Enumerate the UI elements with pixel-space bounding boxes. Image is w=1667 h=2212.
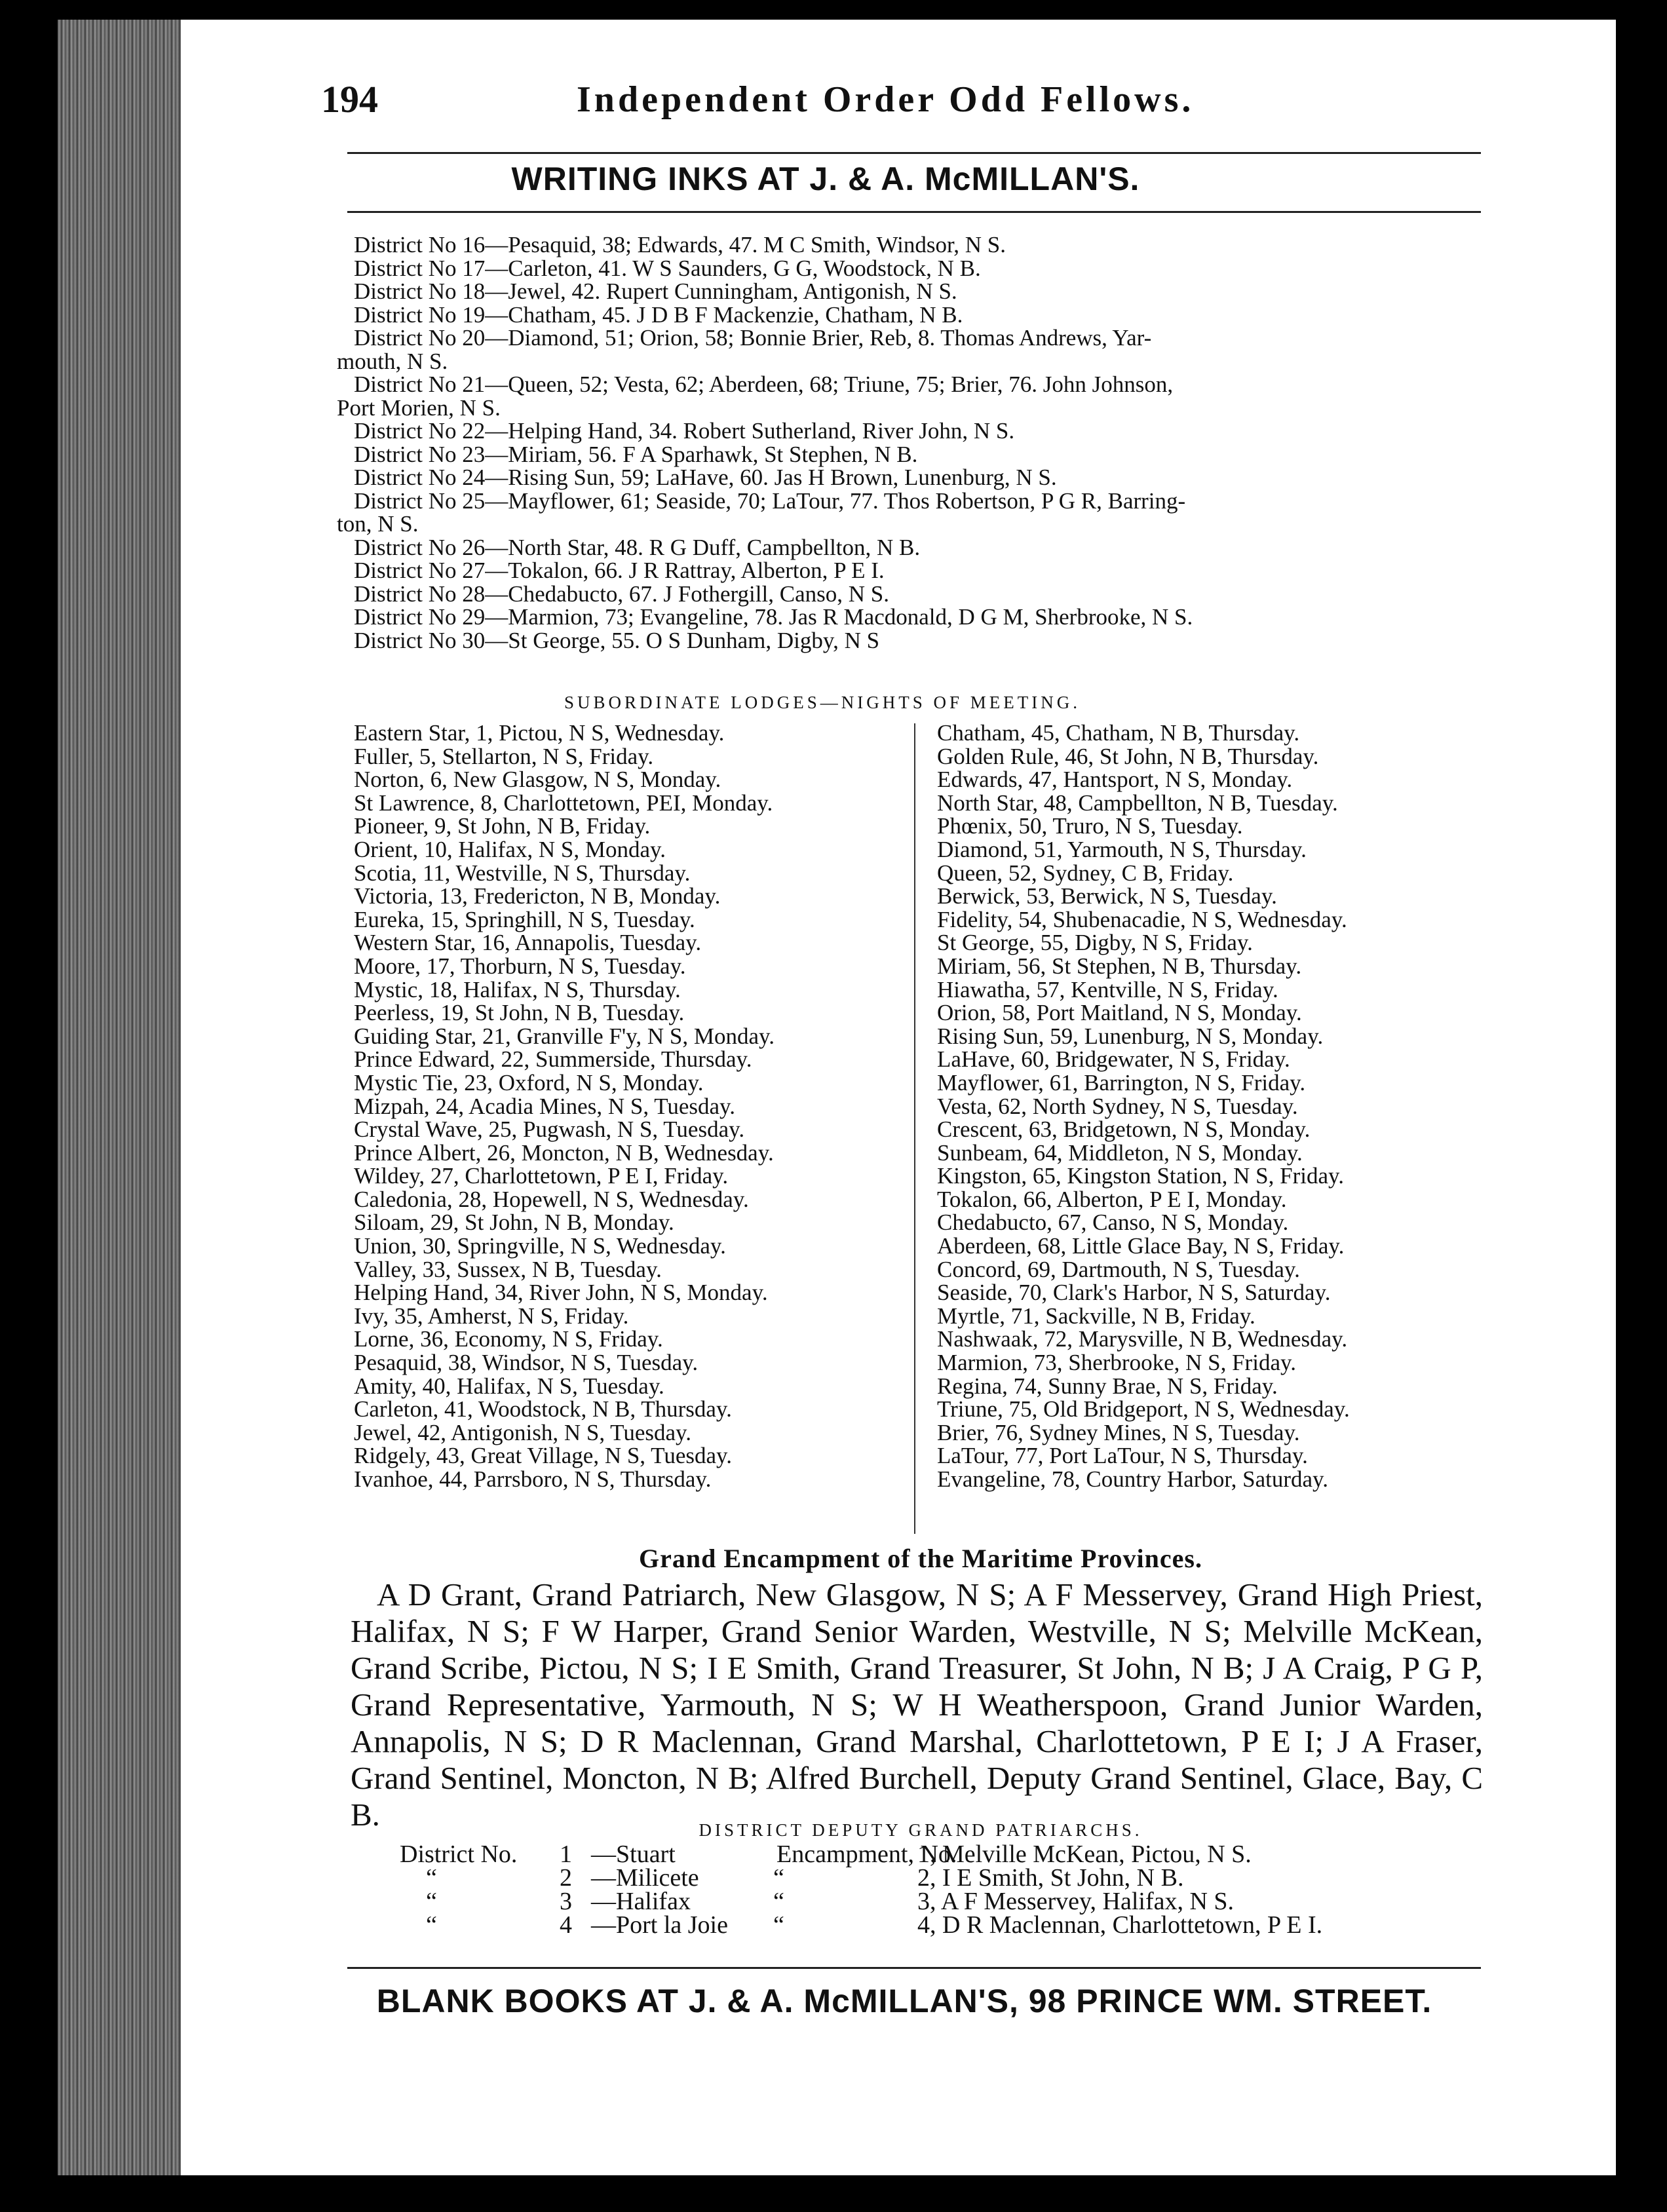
lodge-entry: Amity, 40, Halifax, N S, Tuesday. xyxy=(354,1373,664,1399)
top-advertisement-banner: WRITING INKS AT J. & A. McMILLAN'S. xyxy=(511,161,1140,197)
lodge-entry: St Lawrence, 8, Charlottetown, PEI, Monday. xyxy=(354,790,773,816)
book-page-edges xyxy=(58,20,182,2175)
district-name: —Halifax xyxy=(591,1888,691,1915)
lodge-entry: Aberdeen, 68, Little Glace Bay, N S, Friday. xyxy=(937,1233,1345,1259)
lodge-entry: Guiding Star, 21, Granville F'y, N S, Monday. xyxy=(354,1023,775,1049)
lodge-entry: Mystic Tie, 23, Oxford, N S, Monday. xyxy=(354,1069,704,1096)
lodge-entry: Siloam, 29, St John, N B, Monday. xyxy=(354,1210,674,1236)
district-line: District No 27—Tokalon, 66. J R Rattray, Alberton, P E I. xyxy=(354,558,885,583)
lodge-entry: Eastern Star, 1, Pictou, N S, Wednesday. xyxy=(354,720,725,746)
lodge-entry: LaHave, 60, Bridgewater, N S, Friday. xyxy=(937,1046,1290,1073)
lodge-entry: Pesaquid, 38, Windsor, N S, Tuesday. xyxy=(354,1350,699,1376)
lodge-entry: Myrtle, 71, Sackville, N B, Friday. xyxy=(937,1303,1255,1329)
lodge-entry: Ivy, 35, Amherst, N S, Friday. xyxy=(354,1303,629,1329)
patriarch-entry: 4, D R Maclennan, Charlottetown, P E I. xyxy=(917,1911,1323,1939)
lodge-entry: Prince Edward, 22, Summerside, Thursday. xyxy=(354,1046,752,1073)
ditto-mark: “ xyxy=(426,1888,437,1915)
lodge-entry: Kingston, 65, Kingston Station, N S, Friday. xyxy=(937,1163,1344,1189)
lodge-entry: Phœnix, 50, Truro, N S, Tuesday. xyxy=(937,813,1243,839)
ditto-mark: “ xyxy=(426,1911,437,1939)
lodge-entry: Vesta, 62, North Sydney, N S, Tuesday. xyxy=(937,1093,1298,1119)
lodge-entry: Valley, 33, Sussex, N B, Tuesday. xyxy=(354,1256,662,1282)
district-line: District No 16—Pesaquid, 38; Edwards, 47. M C Smith, Windsor, N S. xyxy=(354,232,1006,257)
ditto-mark: “ xyxy=(773,1888,784,1915)
lodge-entry: Carleton, 41, Woodstock, N B, Thursday. xyxy=(354,1396,732,1422)
ditto-mark: “ xyxy=(773,1864,784,1892)
district-number: 2 xyxy=(560,1864,572,1892)
district-list xyxy=(337,232,1481,653)
lodge-entry: Golden Rule, 46, St John, N B, Thursday. xyxy=(937,743,1319,769)
lodges-right-column xyxy=(937,721,1487,1491)
lodge-entry: Diamond, 51, Yarmouth, N S, Thursday. xyxy=(937,836,1307,862)
lodge-entry: Orient, 10, Halifax, N S, Monday. xyxy=(354,836,666,862)
lodge-entry: Prince Albert, 26, Moncton, N B, Wednesday. xyxy=(354,1139,774,1166)
encampment-label: Encampment, No. xyxy=(776,1840,957,1868)
ditto-mark: “ xyxy=(773,1911,784,1939)
district-line: District No 18—Jewel, 42. Rupert Cunningham, Antigonish, N S. xyxy=(354,278,957,304)
lodge-entry: Tokalon, 66, Alberton, P E I, Monday. xyxy=(937,1186,1287,1212)
district-line: District No 25—Mayflower, 61; Seaside, 70; LaTour, 77. Thos Robertson, P G R, Barring- xyxy=(354,487,1186,514)
lodge-entry: LaTour, 77, Port LaTour, N S, Thursday. xyxy=(937,1443,1308,1469)
lodge-entry: Norton, 6, New Glasgow, N S, Monday. xyxy=(354,767,721,793)
grand-encampment-heading: Grand Encampment of the Maritime Provinces. xyxy=(639,1544,1202,1573)
lodge-entry: Mystic, 18, Halifax, N S, Thursday. xyxy=(354,976,681,1002)
district-line-continuation: Port Morien, N S. xyxy=(337,394,501,421)
lodge-entry: Western Star, 16, Annapolis, Tuesday. xyxy=(354,930,702,956)
lodge-entry: Lorne, 36, Economy, N S, Friday. xyxy=(354,1326,663,1352)
lodge-entry: Marmion, 73, Sherbrooke, N S, Friday. xyxy=(937,1350,1296,1376)
lodge-entry: Sunbeam, 64, Middleton, N S, Monday. xyxy=(937,1139,1303,1166)
footer-rule xyxy=(347,1967,1481,1969)
district-line: District No 22—Helping Hand, 34. Robert Sutherland, River John, N S. xyxy=(354,418,1015,444)
lodge-entry: Mayflower, 61, Barrington, N S, Friday. xyxy=(937,1069,1306,1096)
district-line: District No 24—Rising Sun, 59; LaHave, 60. Jas H Brown, Lunenburg, N S. xyxy=(354,465,1057,490)
running-head: Independent Order Odd Fellows. xyxy=(577,79,1195,120)
district-number: 4 xyxy=(560,1911,572,1939)
district-line-continuation: ton, N S. xyxy=(337,511,419,537)
patriarch-entry: 2, I E Smith, St John, N B. xyxy=(917,1864,1184,1892)
header-rule-top xyxy=(347,152,1481,154)
column-divider xyxy=(914,723,915,1534)
lodge-entry: Regina, 74, Sunny Brae, N S, Friday. xyxy=(937,1373,1278,1399)
district-line: District No 17—Carleton, 41. W S Saunders, G G, Woodstock, N B. xyxy=(354,255,981,281)
bottom-advertisement-banner: BLANK BOOKS AT J. & A. McMILLAN'S, 98 PRINCE WM. STREET. xyxy=(376,1983,1432,2019)
lodge-entry: Fidelity, 54, Shubenacadie, N S, Wednesday. xyxy=(937,906,1347,932)
subordinate-lodges-heading: SUBORDINATE LODGES—NIGHTS OF MEETING. xyxy=(564,693,1081,712)
patriarch-entry: 1, Melville McKean, Pictou, N S. xyxy=(917,1840,1252,1868)
grand-encampment-officers: A D Grant, Grand Patriarch, New Glasgow, N S; A F Messervey, Grand High Priest, Halifax, N S; F W Harper, Grand Senior Warden, Westville, N S; Melville McKean, Grand Scribe, Pictou, N S; I E Smith, Grand Treasurer, St John, N B; J A Craig, P G P, Grand Representative, Yarmouth, N S; W H Weatherspoon, Grand Junior Warden, Annapolis, N S; D R Maclennan, Grand Marshal, Charlottetown, P E I; J A Fraser, Grand Sentinel, Moncton, N B; Alfred Burchell, Deputy Grand Sentinel, Glace, Bay, C B. xyxy=(351,1576,1483,1833)
lodge-entry: Union, 30, Springville, N S, Wednesday. xyxy=(354,1233,726,1259)
lodge-entry: Eureka, 15, Springhill, N S, Tuesday. xyxy=(354,906,695,932)
header-rule-bottom xyxy=(347,211,1481,213)
district-line: District No 21—Queen, 52; Vesta, 62; Aberdeen, 68; Triune, 75; Brier, 76. John Johnson, xyxy=(354,372,1174,397)
lodge-entry: Nashwaak, 72, Marysville, N B, Wednesday. xyxy=(937,1326,1348,1352)
district-line: District No 30—St George, 55. O S Dunham, Digby, N S xyxy=(354,627,880,653)
lodge-entry: Caledonia, 28, Hopewell, N S, Wednesday. xyxy=(354,1186,749,1212)
lodge-entry: Scotia, 11, Westville, N S, Thursday. xyxy=(354,860,691,886)
lodge-entry: Victoria, 13, Fredericton, N B, Monday. xyxy=(354,883,721,909)
lodge-entry: Chatham, 45, Chatham, N B, Thursday. xyxy=(937,720,1300,746)
lodge-entry: Mizpah, 24, Acadia Mines, N S, Tuesday. xyxy=(354,1093,736,1119)
lodge-entry: Triune, 75, Old Bridgeport, N S, Wednesday. xyxy=(937,1396,1350,1422)
district-label: District No. xyxy=(400,1840,518,1868)
lodge-entry: Hiawatha, 57, Kentville, N S, Friday. xyxy=(937,976,1278,1002)
lodges-left-column xyxy=(354,721,917,1491)
lodge-entry: Fuller, 5, Stellarton, N S, Friday. xyxy=(354,743,654,769)
lodge-entry: Berwick, 53, Berwick, N S, Tuesday. xyxy=(937,883,1277,909)
district-line: District No 28—Chedabucto, 67. J Fothergill, Canso, N S. xyxy=(354,581,889,607)
district-line: District No 23—Miriam, 56. F A Sparhawk, St Stephen, N B. xyxy=(354,441,918,467)
district-line: District No 20—Diamond, 51; Orion, 58; Bonnie Brier, Reb, 8. Thomas Andrews, Yar- xyxy=(354,325,1152,351)
lodge-entry: Orion, 58, Port Maitland, N S, Monday. xyxy=(937,1000,1302,1026)
district-line: District No 29—Marmion, 73; Evangeline, 78. Jas R Macdonald, D G M, Sherbrooke, N S. xyxy=(354,604,1193,630)
lodge-entry: Jewel, 42, Antigonish, N S, Tuesday. xyxy=(354,1419,692,1445)
district-name: —Port la Joie xyxy=(591,1911,728,1939)
ditto-mark: “ xyxy=(426,1864,437,1892)
lodge-entry: Rising Sun, 59, Lunenburg, N S, Monday. xyxy=(937,1023,1324,1049)
lodge-entry: Brier, 76, Sydney Mines, N S, Tuesday. xyxy=(937,1419,1300,1445)
district-number: 1 xyxy=(560,1840,572,1868)
district-number: 3 xyxy=(560,1888,572,1915)
lodge-entry: St George, 55, Digby, N S, Friday. xyxy=(937,930,1253,956)
district-name: —Stuart xyxy=(591,1840,676,1868)
lodge-entry: Miriam, 56, St Stephen, N B, Thursday. xyxy=(937,953,1302,979)
lodge-entry: Chedabucto, 67, Canso, N S, Monday. xyxy=(937,1210,1289,1236)
lodge-entry: Seaside, 70, Clark's Harbor, N S, Saturday. xyxy=(937,1280,1331,1306)
lodge-entry: Helping Hand, 34, River John, N S, Monday. xyxy=(354,1280,768,1306)
district-line-continuation: mouth, N S. xyxy=(337,348,448,374)
patriarch-entry: 3, A F Messervey, Halifax, N S. xyxy=(917,1888,1235,1915)
lodge-entry: Ivanhoe, 44, Parrsboro, N S, Thursday. xyxy=(354,1466,712,1492)
lodge-entry: Pioneer, 9, St John, N B, Friday. xyxy=(354,813,651,839)
lodge-entry: Crescent, 63, Bridgetown, N S, Monday. xyxy=(937,1116,1311,1143)
lodge-entry: Wildey, 27, Charlottetown, P E I, Friday. xyxy=(354,1163,729,1189)
district-deputy-heading: DISTRICT DEPUTY GRAND PATRIARCHS. xyxy=(699,1820,1143,1840)
lodge-entry: Peerless, 19, St John, N B, Tuesday. xyxy=(354,1000,685,1026)
lodge-entry: North Star, 48, Campbellton, N B, Tuesday. xyxy=(937,790,1338,816)
lodge-entry: Edwards, 47, Hantsport, N S, Monday. xyxy=(937,767,1293,793)
district-line: District No 19—Chatham, 45. J D B F Mackenzie, Chatham, N B. xyxy=(354,301,963,328)
page-number: 194 xyxy=(321,78,378,121)
lodge-entry: Moore, 17, Thorburn, N S, Tuesday. xyxy=(354,953,686,979)
district-name: —Milicete xyxy=(591,1864,699,1892)
district-line: District No 26—North Star, 48. R G Duff, Campbellton, N B. xyxy=(354,534,921,560)
lodge-entry: Queen, 52, Sydney, C B, Friday. xyxy=(937,860,1234,886)
lodge-entry: Evangeline, 78, Country Harbor, Saturday. xyxy=(937,1466,1329,1492)
lodge-entry: Concord, 69, Dartmouth, N S, Tuesday. xyxy=(937,1256,1300,1282)
lodge-entry: Crystal Wave, 25, Pugwash, N S, Tuesday. xyxy=(354,1116,745,1143)
lodge-entry: Ridgely, 43, Great Village, N S, Tuesday. xyxy=(354,1443,732,1469)
